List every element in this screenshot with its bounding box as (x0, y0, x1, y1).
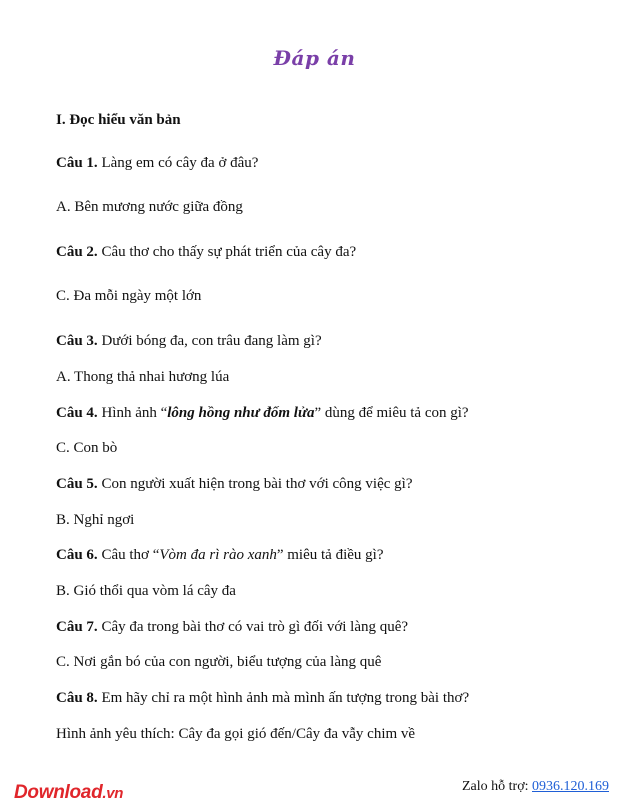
answer-3: A. Thong thả nhai hương lúa (56, 369, 230, 385)
question-text-post: ” dùng để miêu tả con gì? (314, 405, 469, 421)
question-2 (56, 243, 356, 261)
answer-5: B. Nghỉ ngơi (56, 512, 135, 528)
answer-7: C. Nơi gắn bó của con người, biểu tượng của làng quê (56, 654, 382, 670)
download-vn-logo[interactable] (14, 782, 123, 804)
question-label: Câu 2. (56, 244, 98, 260)
question-label: Câu 5. (56, 476, 98, 492)
section-heading: I. Đọc hiểu văn bản (56, 112, 181, 128)
question-text: Làng em có cây đa ở đâu? (97, 155, 259, 171)
question-8 (56, 689, 469, 707)
question-text-pre: Câu thơ “ (97, 547, 160, 563)
question-label: Câu 6. (56, 547, 98, 563)
answer-8: Hình ảnh yêu thích: Cây đa gọi gió đến/Cây đa vẫy chim về (56, 726, 416, 742)
support-label: Zalo hỗ trợ: (462, 779, 532, 794)
answer-2: C. Đa mỗi ngày một lớn (56, 288, 202, 304)
logo-text: Download (14, 782, 103, 803)
logo-suffix: .vn (102, 785, 124, 802)
zalo-support (462, 779, 609, 795)
question-text: Em hãy chỉ ra một hình ảnh mà mình ấn tượng trong bài thơ? (97, 690, 470, 706)
question-text-post: ” miêu tả điều gì? (276, 547, 384, 563)
question-1 (56, 154, 258, 172)
answer-1: A. Bên mương nước giữa đồng (56, 199, 243, 215)
question-text: Câu thơ cho thấy sự phát triển của cây đa? (97, 244, 357, 260)
page-title: Đáp án (273, 46, 356, 70)
question-label: Câu 4. (56, 405, 98, 421)
answer-4: C. Con bò (56, 440, 118, 456)
quoted-phrase: Vòm đa rì rào xanh (159, 547, 277, 563)
question-label: Câu 1. (56, 155, 98, 171)
question-text: Con người xuất hiện trong bài thơ với công việc gì? (97, 476, 413, 492)
quoted-phrase: lông hồng như đốm lửa (167, 405, 315, 421)
question-text: Cây đa trong bài thơ có vai trò gì đối với làng quê? (97, 619, 409, 635)
answer-6: B. Gió thổi qua vòm lá cây đa (56, 583, 236, 599)
question-5 (56, 475, 412, 493)
question-7 (56, 618, 408, 636)
question-4 (56, 404, 469, 422)
support-phone-link[interactable]: 0936.120.169 (532, 779, 609, 794)
question-label: Câu 7. (56, 619, 98, 635)
question-text-pre: Hình ảnh “ (97, 405, 168, 421)
question-label: Câu 8. (56, 690, 98, 706)
question-label: Câu 3. (56, 333, 98, 349)
question-text: Dưới bóng đa, con trâu đang làm gì? (97, 333, 322, 349)
question-3 (56, 332, 322, 350)
question-6 (56, 546, 384, 564)
